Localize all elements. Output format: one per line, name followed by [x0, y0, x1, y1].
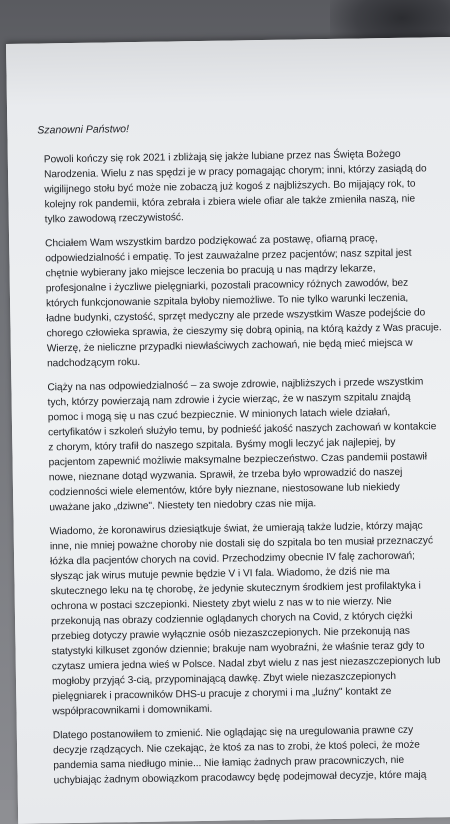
text-line: ładne budynki, czystość, sprzęt medyczny ale przede wszystkim Wasze podejście do	[46, 307, 426, 325]
text-line: Ciąży na nas odpowiedzialność – za swoje zdrowie, najbliższych i przede wszystkim	[47, 376, 424, 394]
text-line: Wierzę, że nieliczne przypadki niewłaściwych zachowań, nie będą mieć miejsca w	[46, 337, 413, 355]
text-line: wigilijnego stołu być może nie zobaczą już kogoś z najbliższych. Bo mijający rok, to	[44, 178, 416, 196]
text-line: tych, którzy powierzają nam zdrowie i życie wierząc, że w naszym szpitalu znajdą	[47, 391, 411, 409]
text-line: chorego człowieka sprawia, że cieszymy się dobrą opinią, na którą każdy z Was pracuje.	[46, 322, 442, 340]
text-line: pielęgniarek i pracowników DHS-u pracuje z chorymi i ma „luźny" kontakt ze	[52, 686, 392, 703]
text-line: decyzje rządzących. Nie czekając, że ktoś za nas to zrobi, że ktoś poleci, że może	[53, 739, 420, 757]
text-line: certyfikatów i szkoleń służyło temu, by podnieść jakość naszych zachowań w kontakcie	[48, 421, 437, 439]
text-line: uchybiając żadnym obowiązkom pracodawcy będę podejmował decyzje, które mają	[53, 769, 427, 787]
text-line: Powoli kończy się rok 2021 i zbliżają się jakże lubiane przez nas Święta Bożego	[43, 148, 401, 166]
text-line: nowe, nieznane dotąd wyzwania. Sprawił, że trzeba było wprowadzić do naszej	[48, 466, 403, 484]
text-line: skutecznego leku na tę chorobę, że jedynie skutecznym środkiem jest profilaktyka i	[50, 580, 421, 598]
text-line: statystyki kilkuset zgonów dziennie; brakuje nam wyobraźni, że właśnie teraz gdy to	[51, 640, 425, 658]
letter-body	[37, 117, 440, 797]
paragraph-3	[41, 374, 435, 515]
text-line: ochrona w postaci szczepionki. Niestety zbyt wielu z nas w to nie wierzy. Nie	[50, 596, 392, 613]
text-line: chętnie wybierany jako miejsce leczenia bo pracują u nas mądrzy lekarze,	[45, 263, 376, 280]
text-line: profesjonalne i życzliwe pielęgniarki, pozostali pracownicy różnych zawodów, bez	[45, 277, 409, 295]
text-line: pacjentom zapewnić możliwie maksymalne bezpieczeństwo. Czas pandemii postawił	[48, 451, 427, 469]
text-line: odpowiedzialność i empatię. To jest zauważalne przez pacjentów; nasz szpital jest	[45, 247, 412, 265]
text-line: codzienności wiele elementów, które były nieznane, niestosowane lub niekiedy	[48, 481, 400, 499]
text-line: pandemia sama niedługo minie... Nie łamiąc żadnych praw pracowniczych, nie	[53, 754, 405, 772]
text-line: inne, nie mniej poważne choroby nie dostali się do szpitala bo ten musiał przeznaczyć	[49, 535, 434, 553]
text-line: pomoc i mogą się u nas czuć bezpiecznie. W minionych latach wiele działań,	[47, 407, 391, 424]
text-line: współpracownikami i domownikami.	[52, 703, 213, 718]
paragraph-5	[47, 722, 440, 788]
text-line: uważane jako „dziwne". Niestety ten niedobry czas nie mija.	[49, 498, 317, 514]
text-line: nadchodzącym roku.	[46, 356, 141, 370]
text-line: tylko zawodową rzeczywistość.	[44, 212, 184, 226]
text-line: przekonują nas obrazy codziennie oglądanych chorych na Covid, z których ciężki	[50, 610, 413, 628]
text-line: łóżka dla pacjentów chorych na covid. Przechodzimy obecnie IV falę zachorowań;	[50, 550, 415, 568]
text-line: Narodzenia. Wielu z nas spędzi je w pracy pomagając chorym; inni, którzy zasiądą do	[43, 163, 427, 181]
text-line: z chorym, który trafił do naszego szpitala. Byśmy mogli leczyć jak najlepiej, by	[48, 436, 396, 454]
letter-sheet	[6, 37, 450, 824]
paragraph-2	[39, 230, 442, 371]
text-line: czytasz umiera jedna wieś w Polsce. Nadal zbyt wielu z nas jest niezaszczepionych lub	[51, 655, 441, 673]
text-line: których funkcjonowanie szpitala byłoby niemożliwe. To nie tylko warunki leczenia,	[46, 292, 409, 310]
text-line: przebieg dotyczy prawie wyłącznie osób niezaszczepionych. Nie przekonują nas	[51, 625, 410, 643]
salutation: Szanowni Państwo!	[37, 123, 130, 137]
text-line: Dlatego postanowiłem to zmienić. Nie oglądając się na uregulowania prawne czy	[52, 724, 414, 742]
paragraph-4	[44, 518, 439, 719]
text-line: mogłoby przyjąć 3-cią, przypominającą dawkę. Zbyt wiele niezaszczepionych	[51, 670, 397, 688]
text-line: kolejny rok pandemii, która zebrała i zbiera wiele ofiar ale także zmieniła naszą, nie	[44, 193, 416, 211]
paragraph-1	[38, 146, 431, 227]
text-line: słysząc jak wirus mutuje pewnie będzie V i VI fala. Wiadomo, że dziś nie ma	[50, 566, 390, 583]
text-line: Chciałem Wam wszystkim bardzo podziękować za postawę, ofiarną pracę,	[45, 233, 378, 250]
text-line: Wiadomo, że koronawirus dziesiątkuje świat, że umierają także ludzie, którzy mając	[49, 520, 423, 538]
